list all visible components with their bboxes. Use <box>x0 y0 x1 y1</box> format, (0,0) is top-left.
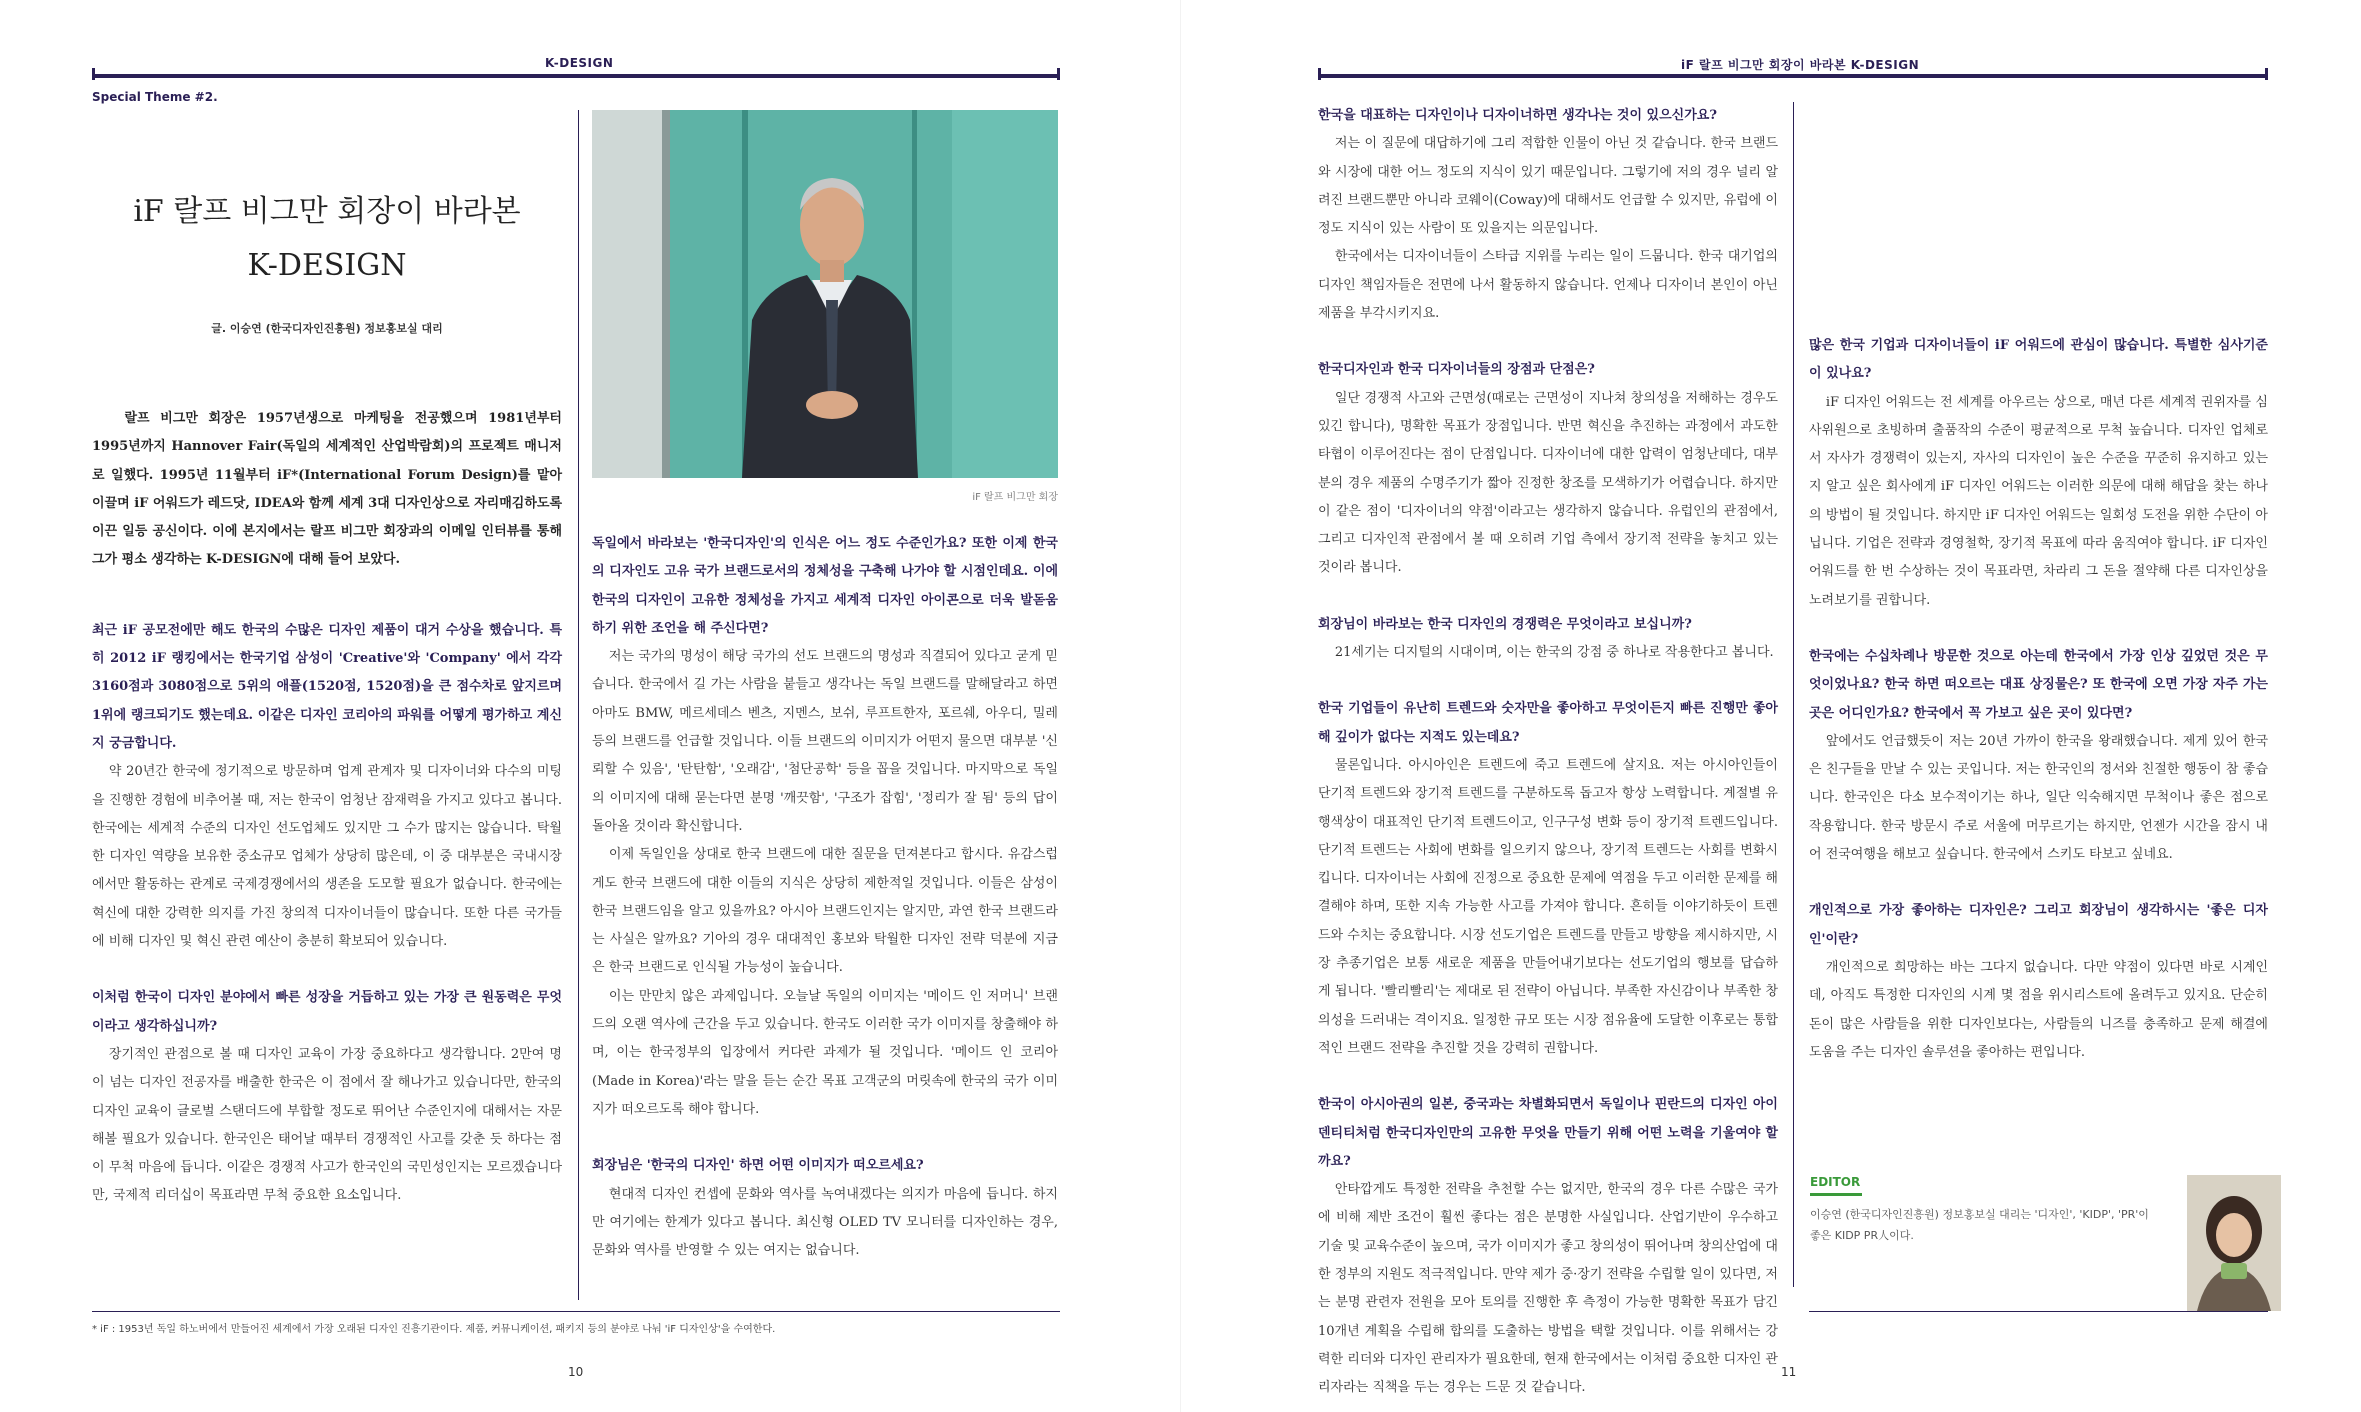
question: 많은 한국 기업과 디자이너들이 iF 어워드에 관심이 많습니다. 특별한 심사기준이 있나요? <box>1809 338 2268 382</box>
question: 한국을 대표하는 디자인이나 디자이너하면 생각나는 것이 있으신가요? <box>1318 108 1717 123</box>
footnote: * iF : 1953년 독일 하노버에서 만들어진 세계에서 가장 오래된 디자인 진흥기관이다. 제품, 커뮤니케이션, 패키지 등의 분야로 나눠 'iF 디자인상'을 수여한다. <box>92 1324 776 1335</box>
editor-underline <box>1810 1193 1862 1196</box>
answer: 약 20년간 한국에 정기적으로 방문하며 업계 관계자 및 디자이너와 다수의 미팅을 진행한 경험에 비추어볼 때, 저는 한국이 엄청난 잠재력을 가지고 있다고 봅니다. 한국에는 세계적 수준의 디자인 선도업체도 있지만 그 수가 많지는 않습니다. 탁월한 디자인 역량을 보유한 중소규모 업체가 상당히 많은데, 이 중 대부분은 국내시장에서만 활동하는 관계로 국제경쟁에서의 생존을 도모할 필요가 없습니다. 한국에는 혁신에 대한 강력한 의지를 가진 창의적 디자이너들이 많습니다. 또한 다른 국가들에 비해 디자인 및 혁신 관련 예산이 충분히 확보되어 있습니다. <box>92 764 562 950</box>
left-column-2 <box>592 530 1058 1265</box>
question: 개인적으로 가장 좋아하는 디자인은? 그리고 회장님이 생각하시는 '좋은 디자인'이란? <box>1809 903 2268 947</box>
editor-photo <box>2187 1175 2281 1311</box>
answer: 장기적인 관점으로 볼 때 디자인 교육이 가장 중요하다고 생각합니다. 2만여 명이 넘는 디자인 전공자를 배출한 한국은 이 점에서 잘 해나가고 있습니다만, 한국의 디자인 교육이 글로벌 스탠더드에 부합할 정도로 뛰어난 수준인지에 대해서는 자문해볼 필요가 있습니다. 한국인은 태어날 때부터 경쟁적인 사고를 갖춘 듯 하다는 점이 무척 마음에 듭니다. 이같은 경쟁적 사고가 한국인의 국민성인지는 모르겠습니다만, 국제적 리더십이 목표라면 무척 중요한 요소입니다. <box>92 1046 562 1204</box>
portrait-photo <box>592 110 1058 478</box>
question: 한국이 아시아권의 일본, 중국과는 차별화되면서 독일이나 핀란드의 디자인 아이덴티티처럼 한국디자인만의 고유한 무엇을 만들기 위해 어떤 노력을 기울여야 할까요? <box>1318 1097 1778 1169</box>
question: 회장님은 '한국의 디자인' 하면 어떤 이미지가 떠오르세요? <box>592 1158 924 1174</box>
intro-paragraph: 랄프 비그만 회장은 1957년생으로 마케팅을 전공했으며 1981년부터 1995년까지 Hannover Fair(독일의 세계적인 산업박람회)의 프로젝트 매니저로 일했다. 1995년 11월부터 iF*(International Forum Design)를 맡아 이끌며 iF 어워드가 레드닷, IDEA와 함께 세계 3대 디자인상으로 자리매김하도록 이끈 일등 공신이다. 이에 본지에서는 랄프 비그만 회장과의 이메일 인터뷰를 통해 그가 평소 생각하는 K-DESIGN에 대해 들어 보았다. <box>92 411 563 568</box>
footer-rule <box>1809 1311 2268 1312</box>
answer: 현대적 디자인 컨셉에 문화와 역사를 녹여내겠다는 의지가 마음에 듭니다. 하지만 여기에는 한계가 있다고 봅니다. 최신형 OLED TV 모니터를 디자인하는 경우, 문화와 역사를 반영할 수 있는 여지는 없습니다. <box>592 1186 1058 1259</box>
page-number: 10 <box>568 1365 584 1379</box>
answer: 저는 국가의 명성이 해당 국가의 선도 브랜드의 명성과 직결되어 있다고 굳게 믿습니다. 한국에서 길 가는 사람을 붙들고 생각나는 독일 브랜드를 말해달라고 하면 아마도 BMW, 메르세데스 벤츠, 지멘스, 보쉬, 루프트한자, 포르쉐, 아우디, 밀레 등의 브랜드를 언급할 것입니다. 이들 브랜드의 이미지가 어떤지 물으면 대부분 '신뢰할 수 있음', '탄탄함', '오래감', '첨단공학' 등을 꼽을 것입니다. 마지막으로 독일의 이미지에 대해 묻는다면 분명 '깨끗함', '구조가 잡힘', '정리가 잘 됨' 등의 답이 돌아올 것이라 확신합니다. <box>592 649 1058 834</box>
right-column-2 <box>1809 102 2268 1067</box>
answer: 물론입니다. 아시아인은 트렌드에 죽고 트렌드에 살지요. 저는 아시아인들이 단기적 트렌드와 장기적 트렌드를 구분하도록 돕고자 항상 노력합니다. 계절별 유행색상이 대표적인 단기적 트렌드이고, 인구구성 변화 등이 장기적 트렌드입니다. 단기적 트렌드는 사회에 변화를 일으키지 않으나, 장기적 트렌드는 사회를 변화시킵니다. 디자이너는 사회에 진정으로 중요한 문제에 역점을 두고 이러한 문제를 해결해야 하며, 또한 지속 가능한 사고를 가져야 합니다. 흔히들 이야기하듯이 트렌드와 수치는 중요합니다. 시장 선도기업은 트렌드를 만들고 방향을 제시하지만, 시장 추종기업은 보통 새로운 제품을 만들어내기보다는 선도기업의 행보를 답습하게 됩니다. '빨리빨리'는 제대로 된 전략이 아닙니다. 부족한 자신감이나 부족한 창의성을 드러내는 격이지요. 일정한 규모 또는 시장 점유율에 도달한 이후로는 통합적인 브랜드 전략을 추진할 것을 강력히 권합니다. <box>1318 757 1778 1056</box>
left-column-1 <box>92 405 562 1211</box>
byline: 글. 이승연 (한국디자인진흥원) 정보홍보실 대리 <box>211 322 443 335</box>
header-rule-cap <box>92 68 95 80</box>
question: 한국에는 수십차례나 방문한 것으로 아는데 한국에서 가장 인상 깊었던 것은 무엇이었나요? 한국 하면 떠오르는 대표 상징물은? 또 한국에 오면 가장 자주 가는 곳은 어디인가요? 한국에서 꼭 가보고 싶은 곳이 있다면? <box>1809 648 2268 721</box>
question: 최근 iF 공모전에만 해도 한국의 수많은 디자인 제품이 대거 수상을 했습니다. 특히 2012 iF 랭킹에서는 한국기업 삼성이 'Creative'와 'Company' 에서 각각 3160점과 3080점으로 5위의 애플(1520점, 1520점)을 큰 점수차로 앞지르며 1위에 랭크되기도 했는데요. 이같은 디자인 코리아의 파워를 어떻게 평가하고 계신지 궁금합니다. <box>92 622 562 751</box>
editor-portrait <box>2187 1175 2281 1311</box>
footer-rule <box>92 1311 1060 1312</box>
answer: 저는 이 질문에 대답하기에 그리 적합한 인물이 아닌 것 같습니다. 한국 브랜드와 시장에 대한 어느 정도의 지식이 있기 때문입니다. 그렇기에 저의 경우 널리 알려진 브랜드뿐만 아니라 코웨이(Coway)에 대해서도 언급할 수 있지만, 유럽에 이 정도 지식이 있는 사람이 또 있을지는 의문입니다. <box>1318 136 1778 237</box>
answer: 이는 만만치 않은 과제입니다. 오늘날 독일의 이미지는 '메이드 인 저머니' 브랜드의 오랜 역사에 근간을 두고 있습니다. 한국도 이러한 국가 이미지를 창출해야 하며, 이는 한국정부의 입장에서 커다란 과제가 될 것입니다. '메이드 인 코리아(Made in Korea)'라는 말을 듣는 순간 목표 고객군의 머릿속에 한국의 국가 이미지가 떠오르도록 해야 합니다. <box>592 988 1058 1117</box>
editor-bio: 이승연 (한국디자인진흥원) 정보홍보실 대리는 '디자인', 'KIDP', 'PR'이 좋은 KIDP PR人이다. <box>1810 1208 2149 1242</box>
question: 이처럼 한국이 디자인 분야에서 빠른 성장을 거듭하고 있는 가장 큰 원동력은 무엇이라고 생각하십니까? <box>92 990 562 1034</box>
editor-label: EDITOR <box>1810 1175 1861 1189</box>
running-header: iF 랄프 비그만 회장이 바라본 K-DESIGN <box>1681 58 1920 72</box>
right-page <box>1181 0 2361 1412</box>
answer: 안타깝게도 특정한 전략을 추천할 수는 없지만, 한국의 경우 다른 수많은 국가에 비해 제반 조건이 훨씬 좋다는 점은 분명한 사실입니다. 산업기반이 우수하고 기술 및 교육수준이 높으며, 국가 이미지가 좋고 창의성이 뛰어나며 창의산업에 대한 정부의 지원도 적극적입니다. 만약 제가 중·장기 전략을 수립할 일이 있다면, 저는 분명 관련자 전원을 모아 토의를 진행한 후 측정이 가능한 명확한 목표가 담긴 10개년 계획을 수립해 합의를 도출하는 방법을 택할 것입니다. 이를 위해서는 강력한 리더와 디자인 관리자가 필요한데, 현재 한국에서는 이처럼 중요한 디자인 관리자라는 직책을 두는 경우는 드문 것 같습니다. <box>1318 1182 1778 1396</box>
header-rule <box>1318 74 2268 78</box>
article-title <box>92 185 562 293</box>
title-line: K-DESIGN <box>247 248 407 283</box>
answer: iF 디자인 어워드는 전 세계를 아우르는 상으로, 매년 다른 세계적 권위자를 심사위원으로 초빙하며 출품작의 수준이 평균적으로 무척 높습니다. 디자인 업체로서 자사가 경쟁력이 있는지, 자사의 디자인이 높은 수준을 꾸준히 유지하고 있는지 알고 싶은 회사에게 iF 디자인 어워드는 이러한 의문에 대해 해답을 찾는 하나의 방법이 될 것입니다. 하지만 iF 디자인 어워드는 일회성 도전을 위한 수단이 아닙니다. 기업은 전략과 경영철학, 장기적 목표에 따라 움직여야 합니다. iF 디자인 어워드를 한 번 수상하는 것이 목표라면, 차라리 그 돈을 절약해 다른 디자인상을 노려보기를 권합니다. <box>1809 394 2268 608</box>
running-header: K-DESIGN <box>545 56 614 70</box>
header-rule-cap <box>1057 68 1060 80</box>
question: 한국 기업들이 유난히 트렌드와 숫자만을 좋아하고 무엇이든지 빠른 진행만 좋아해 깊이가 없다는 지적도 있는데요? <box>1318 701 1778 745</box>
answer: 이제 독일인을 상대로 한국 브랜드에 대한 질문을 던져본다고 합시다. 유감스럽게도 한국 브랜드에 대한 이들의 지식은 상당히 제한적일 것입니다. 이들은 삼성이 한국 브랜드임을 알고 있을까요? 아시아 브랜드인지는 알지만, 과연 한국 브랜드라는 사실은 알까요? 기아의 경우 대대적인 홍보와 탁월한 디자인 전략 덕분에 지금은 한국 브랜드로 인식될 가능성이 높습니다. <box>592 847 1058 976</box>
photo-caption: iF 랄프 비그만 회장 <box>972 492 1058 503</box>
answer: 앞에서도 언급했듯이 저는 20년 가까이 한국을 왕래했습니다. 제게 있어 한국은 친구들을 만날 수 있는 곳입니다. 저는 한국인의 정서와 친절한 행동이 참 좋습니다. 한국인은 다소 보수적이기는 하나, 일단 익숙해지면 무척이나 좋은 점으로 작용합니다. 한국 방문시 주로 서울에 머무르기는 하지만, 언젠가 시간을 잠시 내어 전국여행을 해보고 싶습니다. 한국에서 스키도 타보고 싶네요. <box>1809 733 2268 863</box>
header-rule-cap <box>1318 68 1321 80</box>
title-line: iF 랄프 비그만 회장이 바라본 <box>133 194 521 229</box>
answer: 한국에서는 디자이너들이 스타급 지위를 누리는 일이 드뭅니다. 한국 대기업의 디자인 책임자들은 전면에 나서 활동하지 않습니다. 언제나 디자이너 본인이 아닌 제품을 부각시키지요. <box>1318 249 1778 322</box>
column-divider <box>578 110 579 1300</box>
header-rule <box>92 74 1060 78</box>
portrait-illustration <box>592 110 1058 478</box>
right-column-1 <box>1318 102 1778 1402</box>
answer: 개인적으로 희망하는 바는 그다지 없습니다. 다만 약점이 있다면 바로 시계인데, 아직도 특정한 디자인의 시계 몇 점을 위시리스트에 올려두고 있지요. 단순히 돈이 많은 사람들을 위한 디자인보다는, 사람들의 니즈를 충족하고 문제 해결에 도움을 주는 디자인 솔루션을 좋아하는 편입니다. <box>1809 959 2268 1060</box>
page-number: 11 <box>1781 1365 1797 1379</box>
question: 독일에서 바라보는 '한국디자인'의 인식은 어느 정도 수준인가요? 또한 이제 한국의 디자인도 고유 국가 브랜드로서의 정체성을 구축해 나가야 할 시점인데요. 이에 한국의 디자인이 고유한 정체성을 가지고 세계적 디자인 아이콘으로 더욱 발돋움하기 위한 조언을 해 주신다면? <box>592 536 1058 636</box>
special-theme-label: Special Theme #2. <box>92 90 218 104</box>
header-rule-cap <box>2265 68 2268 80</box>
answer: 21세기는 디지털의 시대이며, 이는 한국의 강점 중 하나로 작용한다고 봅니다. <box>1334 645 1774 661</box>
question: 회장님이 바라보는 한국 디자인의 경쟁력은 무엇이라고 보십니까? <box>1318 616 1692 632</box>
question: 한국디자인과 한국 디자이너들의 장점과 단점은? <box>1318 362 1595 378</box>
answer: 일단 경쟁적 사고와 근면성(때로는 근면성이 지나쳐 창의성을 저해하는 경우도 있긴 합니다), 명확한 목표가 장점입니다. 반면 혁신을 추진하는 과정에서 과도한 타협이 이루어진다는 점이 단점입니다. 디자이너에 대한 압력이 엄청난데다, 대부분의 경우 제품의 수명주기가 짧아 진정한 창조를 모색하기가 어렵습니다. 하지만 이 같은 점이 '디자이너의 약점'이라고는 생각하지 않습니다. 유럽인의 관점에서, 그리고 디자인적 관점에서 볼 때 오히려 기업 측에서 장기적 전략을 놓치고 있는 것이라 봅니다. <box>1318 390 1778 576</box>
column-divider <box>1793 102 1794 1287</box>
left-page <box>0 0 1180 1412</box>
